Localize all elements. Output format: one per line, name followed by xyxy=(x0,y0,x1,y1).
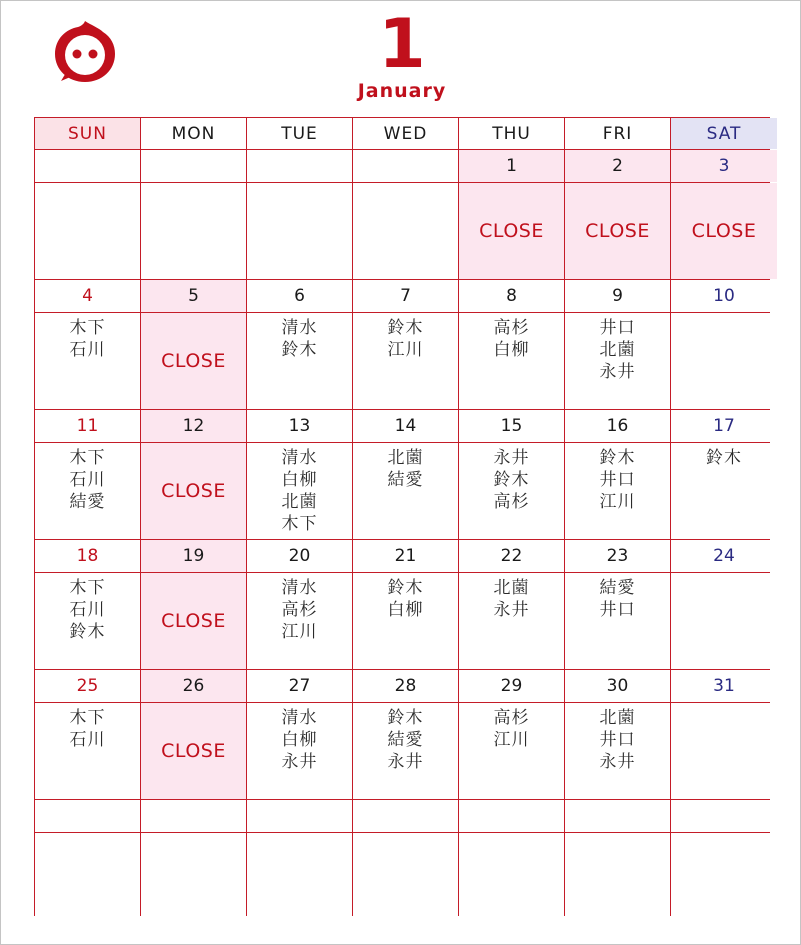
staff-name: 高杉 xyxy=(281,600,318,620)
staff-name: 鈴木 xyxy=(706,448,742,468)
staff-name: 石川 xyxy=(69,340,106,360)
staff-name: 木下 xyxy=(69,318,106,338)
closed-label: CLOSE xyxy=(479,220,544,242)
staff-name: 井口 xyxy=(599,730,636,750)
day-cell xyxy=(565,443,670,539)
staff-name: 鈴木 xyxy=(493,470,530,490)
staff-name: 江川 xyxy=(281,622,318,642)
staff-name: 永井 xyxy=(599,752,636,772)
day-cell xyxy=(247,443,352,539)
day-cell xyxy=(353,183,458,279)
weekday-header-tue: TUE xyxy=(247,118,352,149)
day-cell xyxy=(247,313,352,409)
staff-name: 永井 xyxy=(281,752,318,772)
staff-name: 白柳 xyxy=(387,600,424,620)
day-cell xyxy=(35,573,140,669)
staff-name: 江川 xyxy=(599,492,636,512)
staff-name: 高杉 xyxy=(493,708,530,728)
day-number: 6 xyxy=(247,280,352,312)
staff-name: 井口 xyxy=(599,318,636,338)
staff-name: 北薗 xyxy=(599,708,636,728)
flame-face-logo-icon xyxy=(53,19,117,85)
day-number: 3 xyxy=(671,150,777,182)
day-number: 10 xyxy=(671,280,777,312)
day-number xyxy=(353,150,458,182)
staff-name: 鈴木 xyxy=(69,622,106,642)
staff-name: 結愛 xyxy=(387,470,424,490)
weekday-header-thu: THU xyxy=(459,118,564,149)
day-number: 29 xyxy=(459,670,564,702)
staff-name: 北薗 xyxy=(599,340,636,360)
day-cell xyxy=(141,833,246,929)
day-cell xyxy=(247,703,352,799)
staff-name: 石川 xyxy=(69,470,106,490)
staff-name: 白柳 xyxy=(493,340,530,360)
staff-name: 永井 xyxy=(493,600,530,620)
day-number: 21 xyxy=(353,540,458,572)
day-cell xyxy=(565,313,670,409)
staff-name: 清水 xyxy=(281,578,318,598)
month-name: January xyxy=(357,80,447,102)
day-number xyxy=(565,800,670,832)
staff-name: 北薗 xyxy=(387,448,424,468)
day-number: 30 xyxy=(565,670,670,702)
closed-label: CLOSE xyxy=(691,220,757,242)
day-number: 12 xyxy=(141,410,246,442)
day-cell xyxy=(247,833,352,929)
day-number: 8 xyxy=(459,280,564,312)
staff-name: 結愛 xyxy=(69,492,106,512)
day-number: 28 xyxy=(353,670,458,702)
day-number: 16 xyxy=(565,410,670,442)
day-cell xyxy=(459,573,564,669)
day-number: 24 xyxy=(671,540,777,572)
day-number: 27 xyxy=(247,670,352,702)
staff-name: 結愛 xyxy=(387,730,424,750)
day-number xyxy=(459,800,564,832)
day-cell xyxy=(35,313,140,409)
staff-name: 井口 xyxy=(599,600,636,620)
day-number: 13 xyxy=(247,410,352,442)
day-number xyxy=(247,150,352,182)
day-number: 18 xyxy=(35,540,140,572)
staff-name: 永井 xyxy=(599,362,636,382)
day-cell xyxy=(353,833,458,929)
day-number: 9 xyxy=(565,280,670,312)
day-number: 31 xyxy=(671,670,777,702)
staff-name: 鈴木 xyxy=(387,578,424,598)
staff-name: 鈴木 xyxy=(281,340,318,360)
day-cell xyxy=(671,183,777,279)
day-cell xyxy=(247,573,352,669)
staff-name: 石川 xyxy=(69,600,106,620)
day-cell xyxy=(459,313,564,409)
day-cell xyxy=(565,833,670,929)
day-cell xyxy=(35,183,140,279)
weekday-header-sat: SAT xyxy=(671,118,777,149)
calendar-grid xyxy=(34,117,770,916)
staff-name: 鈴木 xyxy=(387,708,424,728)
day-number: 23 xyxy=(565,540,670,572)
day-number: 14 xyxy=(353,410,458,442)
day-cell xyxy=(141,573,246,669)
staff-name: 江川 xyxy=(493,730,530,750)
day-cell xyxy=(141,443,246,539)
staff-name: 白柳 xyxy=(281,730,318,750)
weekday-header-wed: WED xyxy=(353,118,458,149)
staff-name: 結愛 xyxy=(599,578,636,598)
day-cell xyxy=(459,833,564,929)
staff-name: 江川 xyxy=(387,340,424,360)
staff-name: 清水 xyxy=(281,318,318,338)
day-number: 7 xyxy=(353,280,458,312)
day-cell xyxy=(35,833,140,929)
closed-label: CLOSE xyxy=(161,480,226,502)
day-cell xyxy=(565,183,670,279)
staff-name: 永井 xyxy=(387,752,424,772)
staff-name: 木下 xyxy=(281,514,318,534)
staff-name: 鈴木 xyxy=(387,318,424,338)
day-cell xyxy=(671,443,777,539)
day-cell xyxy=(671,313,777,409)
day-cell xyxy=(353,443,458,539)
closed-label: CLOSE xyxy=(161,740,226,762)
day-number xyxy=(141,800,246,832)
day-cell xyxy=(247,183,352,279)
staff-name: 木下 xyxy=(69,448,106,468)
staff-name: 石川 xyxy=(69,730,106,750)
day-number: 22 xyxy=(459,540,564,572)
staff-name: 白柳 xyxy=(281,470,318,490)
staff-name: 清水 xyxy=(281,708,318,728)
day-cell xyxy=(671,573,777,669)
day-number: 5 xyxy=(141,280,246,312)
day-cell xyxy=(35,443,140,539)
day-number: 20 xyxy=(247,540,352,572)
day-cell xyxy=(671,833,777,929)
day-cell xyxy=(459,443,564,539)
day-number: 4 xyxy=(35,280,140,312)
day-number xyxy=(141,150,246,182)
staff-name: 高杉 xyxy=(493,492,530,512)
day-cell xyxy=(353,313,458,409)
staff-name: 鈴木 xyxy=(599,448,636,468)
day-cell xyxy=(671,703,777,799)
day-cell xyxy=(459,703,564,799)
day-cell xyxy=(141,183,246,279)
day-number: 26 xyxy=(141,670,246,702)
day-cell xyxy=(353,703,458,799)
weekday-header-mon: MON xyxy=(141,118,246,149)
day-number: 2 xyxy=(565,150,670,182)
day-number: 25 xyxy=(35,670,140,702)
day-number: 17 xyxy=(671,410,777,442)
day-cell xyxy=(565,703,670,799)
day-number: 11 xyxy=(35,410,140,442)
day-cell xyxy=(141,313,246,409)
weekday-header-fri: FRI xyxy=(565,118,670,149)
staff-name: 木下 xyxy=(69,578,106,598)
day-number xyxy=(35,800,140,832)
staff-name: 井口 xyxy=(599,470,636,490)
day-cell xyxy=(353,573,458,669)
month-number: 1 xyxy=(378,5,426,84)
day-number: 15 xyxy=(459,410,564,442)
day-number xyxy=(247,800,352,832)
staff-name: 北薗 xyxy=(493,578,530,598)
closed-label: CLOSE xyxy=(161,610,226,632)
staff-name: 清水 xyxy=(281,448,318,468)
staff-name: 北薗 xyxy=(281,492,318,512)
closed-label: CLOSE xyxy=(161,350,226,372)
day-number xyxy=(671,800,777,832)
day-number xyxy=(353,800,458,832)
closed-label: CLOSE xyxy=(585,220,650,242)
day-number: 19 xyxy=(141,540,246,572)
staff-name: 永井 xyxy=(493,448,530,468)
day-number: 1 xyxy=(459,150,564,182)
day-cell xyxy=(565,573,670,669)
staff-name: 木下 xyxy=(69,708,106,728)
day-cell xyxy=(459,183,564,279)
day-number xyxy=(35,150,140,182)
staff-name: 高杉 xyxy=(493,318,530,338)
day-cell xyxy=(141,703,246,799)
weekday-header-sun: SUN xyxy=(35,118,140,149)
day-cell xyxy=(35,703,140,799)
